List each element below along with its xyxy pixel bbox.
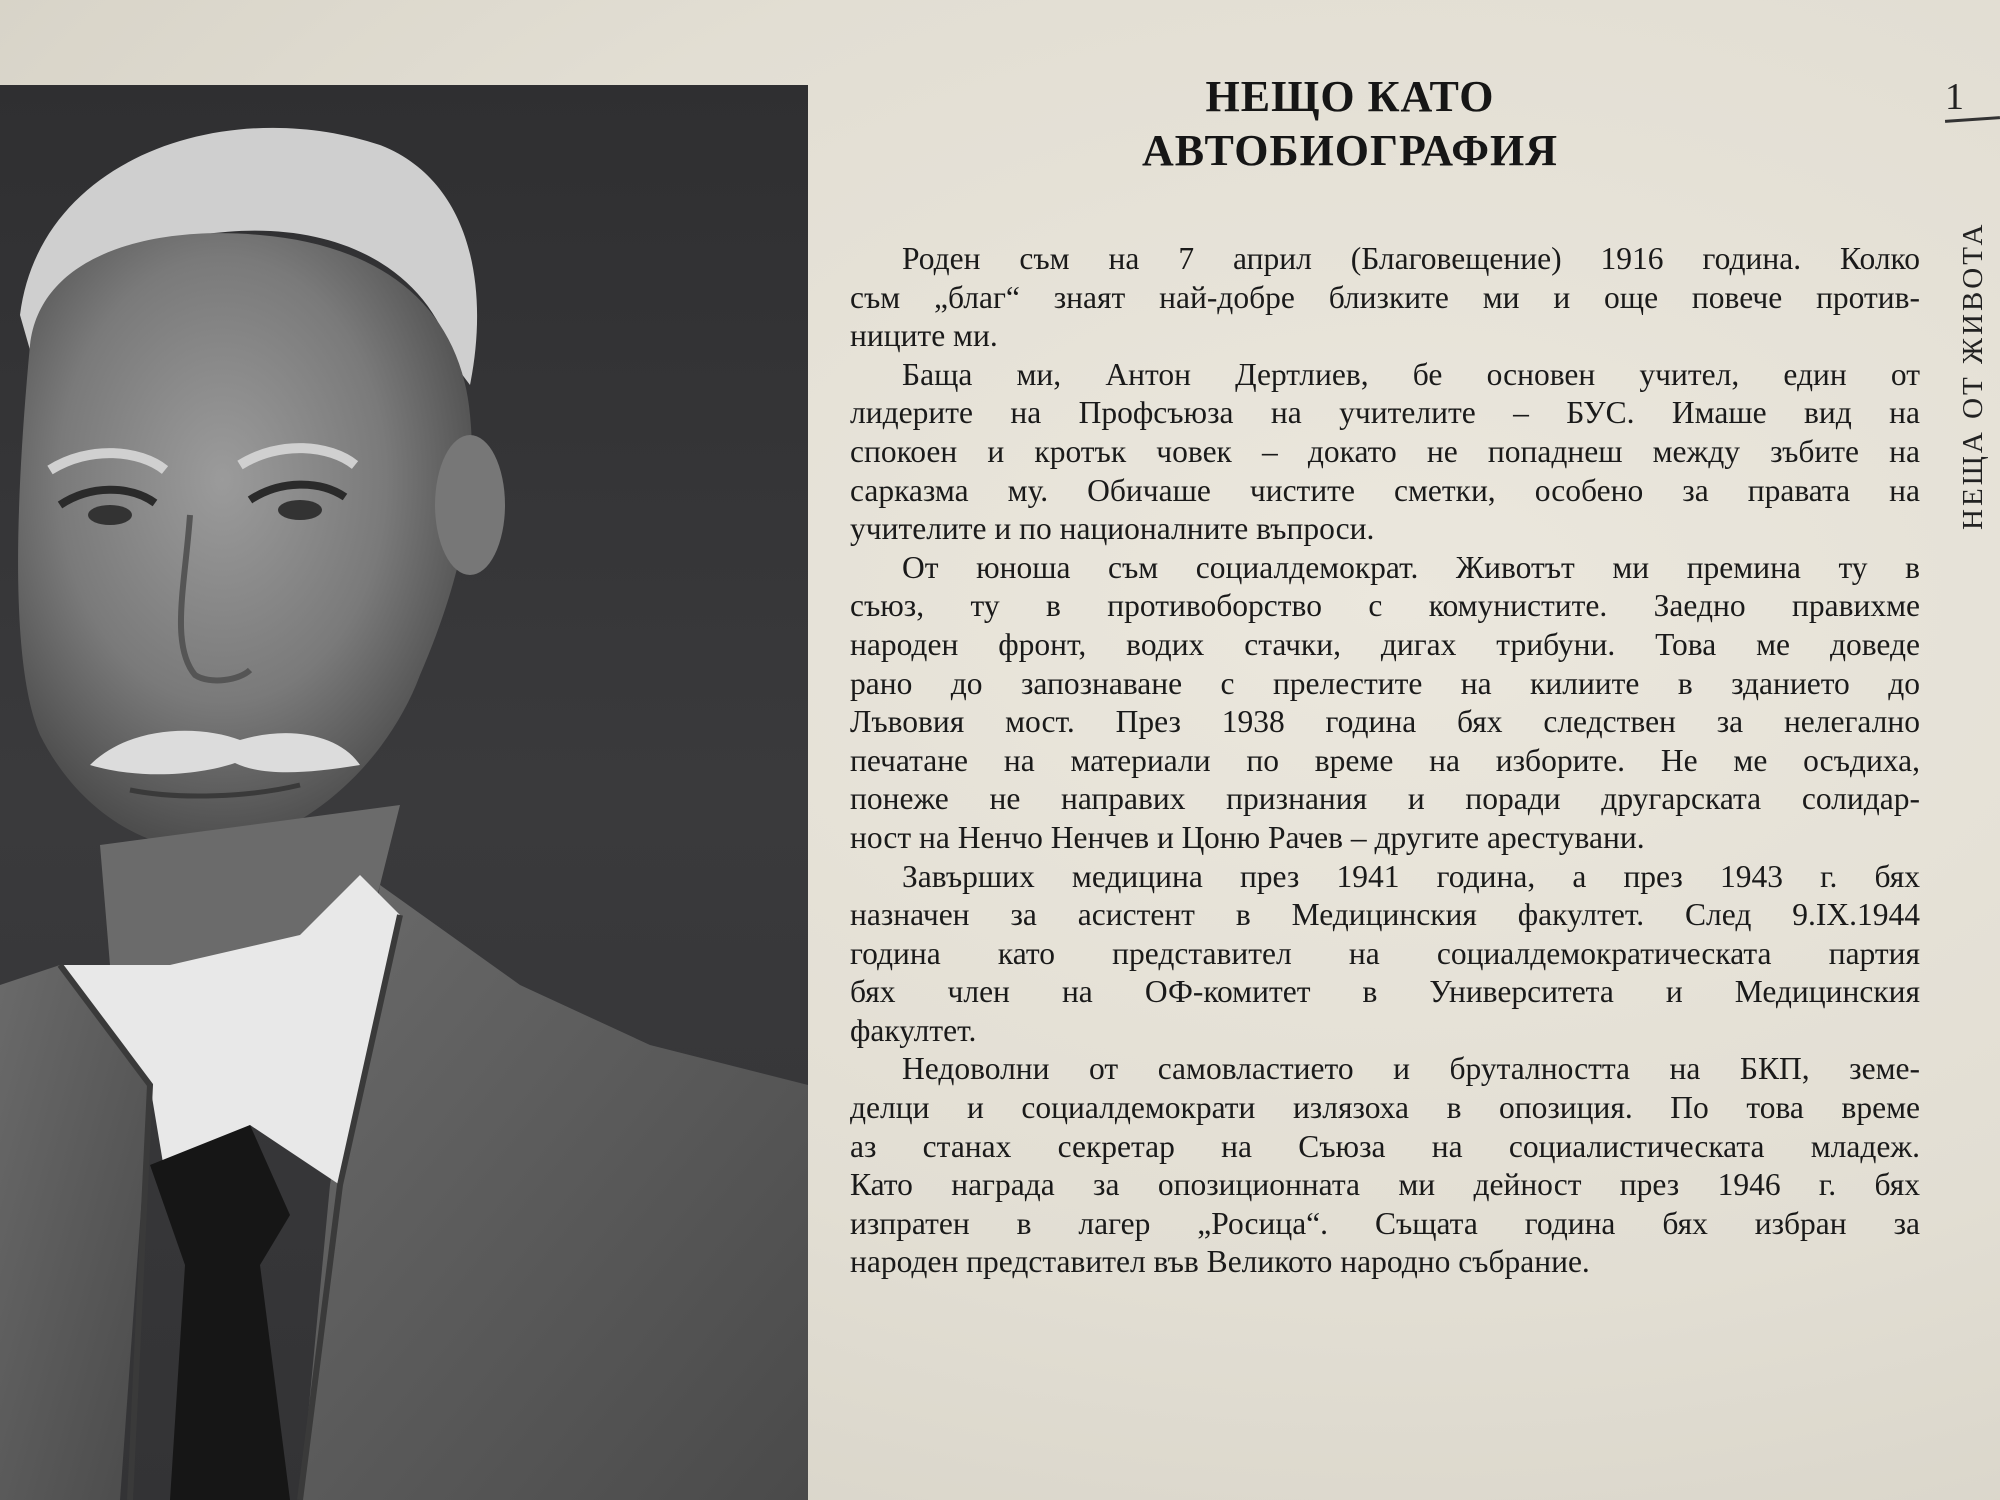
text-line: година като представител на социалдемократическата партия [850, 935, 1920, 971]
text-line: учителите и по националните въпроси. [850, 511, 1375, 547]
text-line: делци и социалдемократи излязоха в опозиция. По това време [850, 1090, 1920, 1126]
chapter-title-line-1: НЕЩО КАТО [1205, 72, 1495, 121]
text-line: Баща ми, Антон Дертлиев, бе основен учител, един от [902, 356, 1920, 392]
text-line: понеже не направих признания и поради другарската солидар- [850, 781, 1920, 817]
text-line: факултет. [850, 1012, 977, 1048]
body-text [850, 240, 1920, 1282]
text-line: рано до запознаване с прелестите на килиите в зданието до [850, 665, 1920, 701]
text-line: народен фронт, водих стачки, дигах трибуни. Това ме доведе [850, 626, 1920, 662]
text-line: народен представител във Великото народно събрание. [850, 1244, 1590, 1280]
portrait-illustration [0, 85, 808, 1500]
chapter-title-line-2: АВТОБИОГРАФИЯ [1141, 126, 1559, 175]
text-line: печатане на материали по време на изборите. Не ме осъдиха, [850, 742, 1920, 778]
chapter-number: 1 [1945, 76, 1964, 118]
text-line: съм „благ“ знаят най-добре близките ми и още повече против- [850, 279, 1920, 315]
running-head-text: НЕЩА ОТ ЖИВОТА [1957, 221, 1989, 530]
text-line: лидерите на Профсъюза на учителите – БУС. Имаше вид на [850, 395, 1920, 431]
text-line: изпратен в лагер „Росица“. Същата година бях избран за [850, 1205, 1920, 1241]
text-line: аз станах секретар на Съюза на социалистическата младеж. [850, 1128, 1920, 1164]
running-head [1957, 170, 2000, 530]
text-line: ност на Ненчо Ненчев и Цоню Рачев – другите арестувани. [850, 819, 1645, 855]
portrait-photo [0, 85, 808, 1500]
text-line: Като награда за опозиционната ми дейност през 1946 г. бях [850, 1167, 1920, 1203]
text-line: ниците ми. [850, 318, 998, 354]
text-line: Роден съм на 7 април (Благовещение) 1916 година. Колко [902, 241, 1920, 276]
text-line: назначен за асистент в Медицинския факултет. След 9.IX.1944 [850, 897, 1920, 933]
text-line: бях член на ОФ-комитет в Университета и Медицинския [850, 974, 1920, 1010]
text-line: съюз, ту в противоборство с комунистите. Заедно правихме [850, 588, 1920, 624]
text-line: Завърших медицина през 1941 година, а през 1943 г. бях [902, 858, 1920, 894]
chapter-title [1040, 70, 1660, 178]
text-line: сарказма му. Обичаше чистите сметки, особено за правата на [850, 472, 1920, 508]
text-line: От юноша съм социалдемократ. Животът ми премина ту в [902, 549, 1920, 585]
text-line: Недоволни от самовластието и бруталността на БКП, земе- [902, 1051, 1920, 1087]
text-line: Лъвовия мост. През 1938 година бях следствен за нелегално [850, 704, 1920, 740]
text-line: спокоен и кротък човек – докато не попаднеш между зъбите на [850, 433, 1920, 469]
